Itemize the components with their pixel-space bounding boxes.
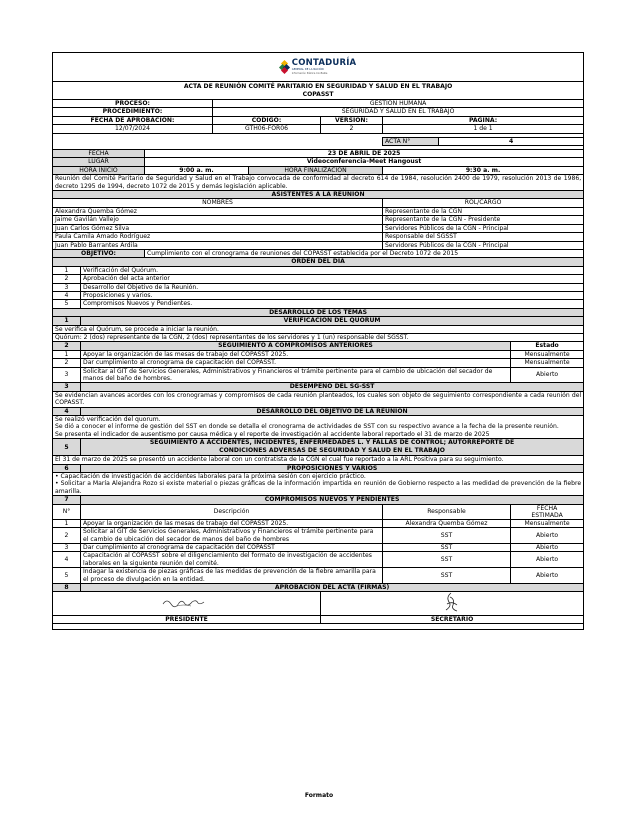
quorum-text: Se verifica el Quórum, se procede a iniciar la reunión. [53,325,584,333]
compromiso-descripcion: Solicitar al GIT de Servicios Generales, Administrativos y Financieros el trámite pertinente para el cambio de ubicación del secador de manos del baño de hombres [81,528,383,544]
objetivo-reunion-title: DESARROLLO DEL OBJETIVO DE LA REUNIÓN [81,407,584,415]
col-responsable: Responsable [383,504,511,519]
orden-text: Desarrollo del Objetivo de la Reunión. [81,283,584,291]
estado-header: Estado [511,342,584,350]
version-value: 2 [321,125,383,133]
spacer [53,137,383,145]
codigo-value: GTH06-FOR06 [213,125,321,133]
compromiso-descripcion: Dar cumplimiento al cronograma de capacitación del COPASST [81,543,383,551]
desempeno-text: Se evidencian avances acordes con los cronogramas y compromisos de cada reunión planteados, los cuales son objeto de seguimiento correspondiente a cada reunión del COPASST. [53,391,584,407]
quorum-detail: Quórum: 2 (dos) representante de la CGN, 2 (dos) representantes de los servidores y 1 (un) responsable del SGSST. [53,333,584,341]
col-fecha-line-2: ESTIMADA [531,511,563,519]
objetivo-value: Cumplimiento con el cronograma de reuniones del COPASST establecida por el Decreto 1072 de 2015 [145,249,584,257]
row-number: 1 [53,519,81,527]
paragraph: • Capacitación de investigación de accidentes laborales para la próxima sesión con ejercicio práctico. [55,473,366,481]
acta-table [52,52,584,630]
fecha-value: 23 DE ABRIL DE 2025 [145,150,584,158]
fecha-aprobacion-value: 12/07/2024 [53,125,213,133]
row-number: 3 [53,543,81,551]
asistente-nombre: Jaime Gavilán Vallejo [53,216,383,224]
fecha-aprobacion-label: FECHA DE APROBACIÓN: [53,116,213,124]
pagina-value: 1 de 1 [383,125,584,133]
asistente-row [53,207,584,215]
proposiciones-title: PROPOSICIONES Y VARIOS [81,464,584,472]
compromiso-text: Solicitar al GIT de Servicios Generales, Administrativos y Financieros el trámite pertinente para el cambio de ubicación del secador de manos del baño de hombres. [81,367,511,383]
compromiso-estado: Abierto [511,367,584,383]
orden-item [53,291,584,299]
asistente-rol: Representante de la CGN [383,207,584,215]
hora-fin-label: HORA FINALIZACIÓN [249,166,383,174]
asistentes-title: ASISTENTES A LA REUNIÓN [53,191,584,199]
row-number: 1 [53,350,81,358]
presidente-label: PRESIDENTE [53,615,321,623]
compromiso-text: Dar cumplimiento al cronograma de capacitación del COPASST. [81,359,511,367]
compromiso-row [53,519,584,527]
orden-item [53,300,584,308]
compromiso-fecha: Abierto [511,568,584,584]
orden-item [53,283,584,291]
lugar-label: LUGAR [53,158,145,166]
acta-number-value: 4 [439,137,584,145]
section-number: 8 [53,583,81,591]
asistente-nombre: Alexandra Quemba Gómez [53,207,383,215]
compromiso-fecha: Mensualmente [511,519,584,527]
row-number: 2 [53,528,81,544]
logo-cell [53,53,584,82]
compromiso-responsable: SST [383,568,511,584]
compromiso-row [53,543,584,551]
compromiso-descripcion: Capacitación al COPASST sobre el diligenciamiento del formato de investigación de accidentes laborales en la siguiente reunión del comité. [81,552,383,568]
asistente-row [53,224,584,232]
title-line-2: COPASST [302,90,334,98]
compromiso-estado: Mensualmente [511,359,584,367]
section-number: 1 [53,317,81,325]
objetivo-reunion-text [53,416,584,439]
row-number: 4 [53,552,81,568]
procedimiento-label: PROCEDIMIENTO: [53,108,213,116]
compromiso-responsable: Alexandra Quemba Gómez [383,519,511,527]
desarrollo-title: DESARROLLO DE LOS TEMAS [53,308,584,316]
asistente-rol: Representante de la CGN - Presidente [383,216,584,224]
compromiso-responsable: SST [383,543,511,551]
quorum-title: VERIFICACIÓN DEL QUORUM [81,317,584,325]
row-number: 3 [53,367,81,383]
section-number: 5 [53,439,81,456]
logo-tagline: Información Pública Confiable [291,71,328,75]
asistente-nombre: Juan Pablo Barrantes Ardila [53,241,383,249]
contaduria-logo [280,59,357,75]
asistente-rol: Servidores Públicos de la CGN - Principal [383,241,584,249]
hora-inicio-label: HORA INICIO [53,166,145,174]
asistente-row [53,216,584,224]
compromiso-text: Apoyar la organización de las mesas de trabajo del COPASST 2025. [81,350,511,358]
version-label: VERSIÓN: [321,116,383,124]
presidente-signature-cell [53,592,321,615]
secretario-signature-cell [321,592,584,615]
orden-text: Compromisos Nuevos y Pendientes. [81,300,584,308]
logo-name: CONTADURÍA [291,57,357,68]
orden-number: 2 [53,275,81,283]
closing-spacer [53,624,584,630]
acta-number-label: ACTA N° [383,137,439,145]
asistente-row [53,233,584,241]
section-number: 6 [53,464,81,472]
orden-item [53,266,584,274]
orden-text: Aprobación del acta anterior [81,275,584,283]
accidentes-text: El 31 de marzo de 2025 se presentó un accidente laboral con un contratista de la CGN el cual fue reportado a la ARL Positiva para su seguimiento. [53,456,584,464]
paragraph: Se realizó verificación del quorum. [55,416,161,424]
lugar-value: Videoconferencia-Meet Hangoust [145,158,584,166]
hora-inicio-value: 9:00 a. m. [145,166,249,174]
orden-item [53,275,584,283]
col-number: N° [53,504,81,519]
proceso-label: PROCESO: [53,100,213,108]
section-number: 2 [53,342,81,350]
row-number: 2 [53,359,81,367]
procedimiento-value: SEGURIDAD Y SALUD EN EL TRABAJO [213,108,584,116]
title-line-2: CONDICIONES ADVERSAS DE SEGURIDAD Y SALUD EN EL TRABAJO [219,447,445,455]
secretario-signature [437,592,467,612]
title-line-1: ACTA DE REUNIÓN COMITÉ PARITARIO EN SEGURIDAD Y SALUD EN EL TRABAJO [183,82,453,90]
col-descripcion: Descripción [81,504,383,519]
asistente-nombre: Paula Camila Amado Rodríguez [53,233,383,241]
firmas-title: APROBACIÓN DEL ACTA (FIRMAS) [81,583,584,591]
orden-text: Verificación del Quórum. [81,266,584,274]
compromiso-anterior-row [53,367,584,383]
logo-diamond-icon [280,61,290,73]
secretario-label: SECRETARIO [321,615,584,623]
compromiso-row [53,552,584,568]
fecha-label: FECHA [53,150,145,158]
col-nombres: NOMBRES [53,199,383,207]
document-title [53,82,584,100]
compromiso-responsable: SST [383,528,511,544]
paragraph: Se dió a conocer el informe de gestión del SST en donde se detalla el cronograma de actividades de SST con su respectivo avance a la fecha de la presente reunión. [55,423,559,431]
seguimiento-title: SEGUIMIENTO A COMPROMISOS ANTERIORES [81,342,511,350]
intro-text: Reunión del Comité Paritario de Seguridad y Salud en el Trabajo convocada de conformidad al decreto 614 de 1984, resolución 2400 de 1979, resolución 2013 de 1986, decreto 1295 de 1994, decreto 1072 de 2015 y demás legislación aplicable. [53,175,584,191]
section-number: 3 [53,383,81,391]
compromisos-nuevos-title: COMPROMISOS NUEVOS Y PENDIENTES [81,496,584,504]
col-fecha-line-1: FECHA [536,504,558,512]
asistente-nombre: Juan Carlos Gómez Silva [53,224,383,232]
compromiso-anterior-row [53,350,584,358]
hora-fin-value: 9:30 a. m. [383,166,584,174]
orden-text: Proposiciones y varios. [81,291,584,299]
compromiso-descripcion: Apoyar la organización de las mesas de trabajo del COPASST 2025. [81,519,383,527]
asistente-row [53,241,584,249]
orden-number: 5 [53,300,81,308]
proposiciones-text [53,473,584,496]
compromiso-fecha: Abierto [511,543,584,551]
title-line-1: SEGUIMIENTO A ACCIDENTES, INCIDENTES, ENFERMEDADES L. Y FALLAS DE CONTROL; AUTORREPORTE DE [149,439,515,447]
compromiso-fecha: Abierto [511,528,584,544]
asistente-rol: Responsable del SGSST [383,233,584,241]
presidente-signature [157,594,217,610]
paragraph: Se presenta el indicador de ausentismo por causa médica y el reporte de investigación al accidente laboral reportado el 31 de marzo de 2025 [55,430,490,438]
orden-title: ORDEN DEL DÍA [53,258,584,266]
compromiso-row [53,528,584,544]
compromiso-row [53,568,584,584]
orden-number: 1 [53,266,81,274]
pagina-label: PÁGINA: [383,116,584,124]
desempeno-title: DESEMPEÑO DEL SG-SST [81,383,584,391]
proceso-value: GESTIÓN HUMANA [213,100,584,108]
objetivo-label: OBJETIVO: [53,249,145,257]
row-number: 5 [53,568,81,584]
asistente-rol: Servidores Públicos de la CGN - Principal [383,224,584,232]
compromiso-estado: Mensualmente [511,350,584,358]
compromiso-descripcion: Indagar la existencia de piezas gráficas de las medidas de prevención de la fiebre amarilla para el proceso de divulgación en la entidad. [81,568,383,584]
orden-number: 4 [53,291,81,299]
col-rol: ROL/CARGO [383,199,584,207]
acta-document [52,52,583,630]
compromiso-fecha: Abierto [511,552,584,568]
compromiso-anterior-row [53,359,584,367]
footer-label: Formato [304,792,334,799]
col-fecha [511,504,584,519]
codigo-label: CÓDIGO: [213,116,321,124]
accidentes-title [81,439,584,456]
paragraph: • Solicitar a María Alejandra Rozo si existe material o piezas gráficas de la información impartida en reunión de Gobierno respecto a las medidad de prevención de la fiebre amarilla. [55,480,582,495]
compromiso-responsable: SST [383,552,511,568]
logo-subtitle: GENERAL DE LA NACIÓN [291,67,324,71]
section-number: 7 [53,496,81,504]
orden-number: 3 [53,283,81,291]
section-number: 4 [53,407,81,415]
